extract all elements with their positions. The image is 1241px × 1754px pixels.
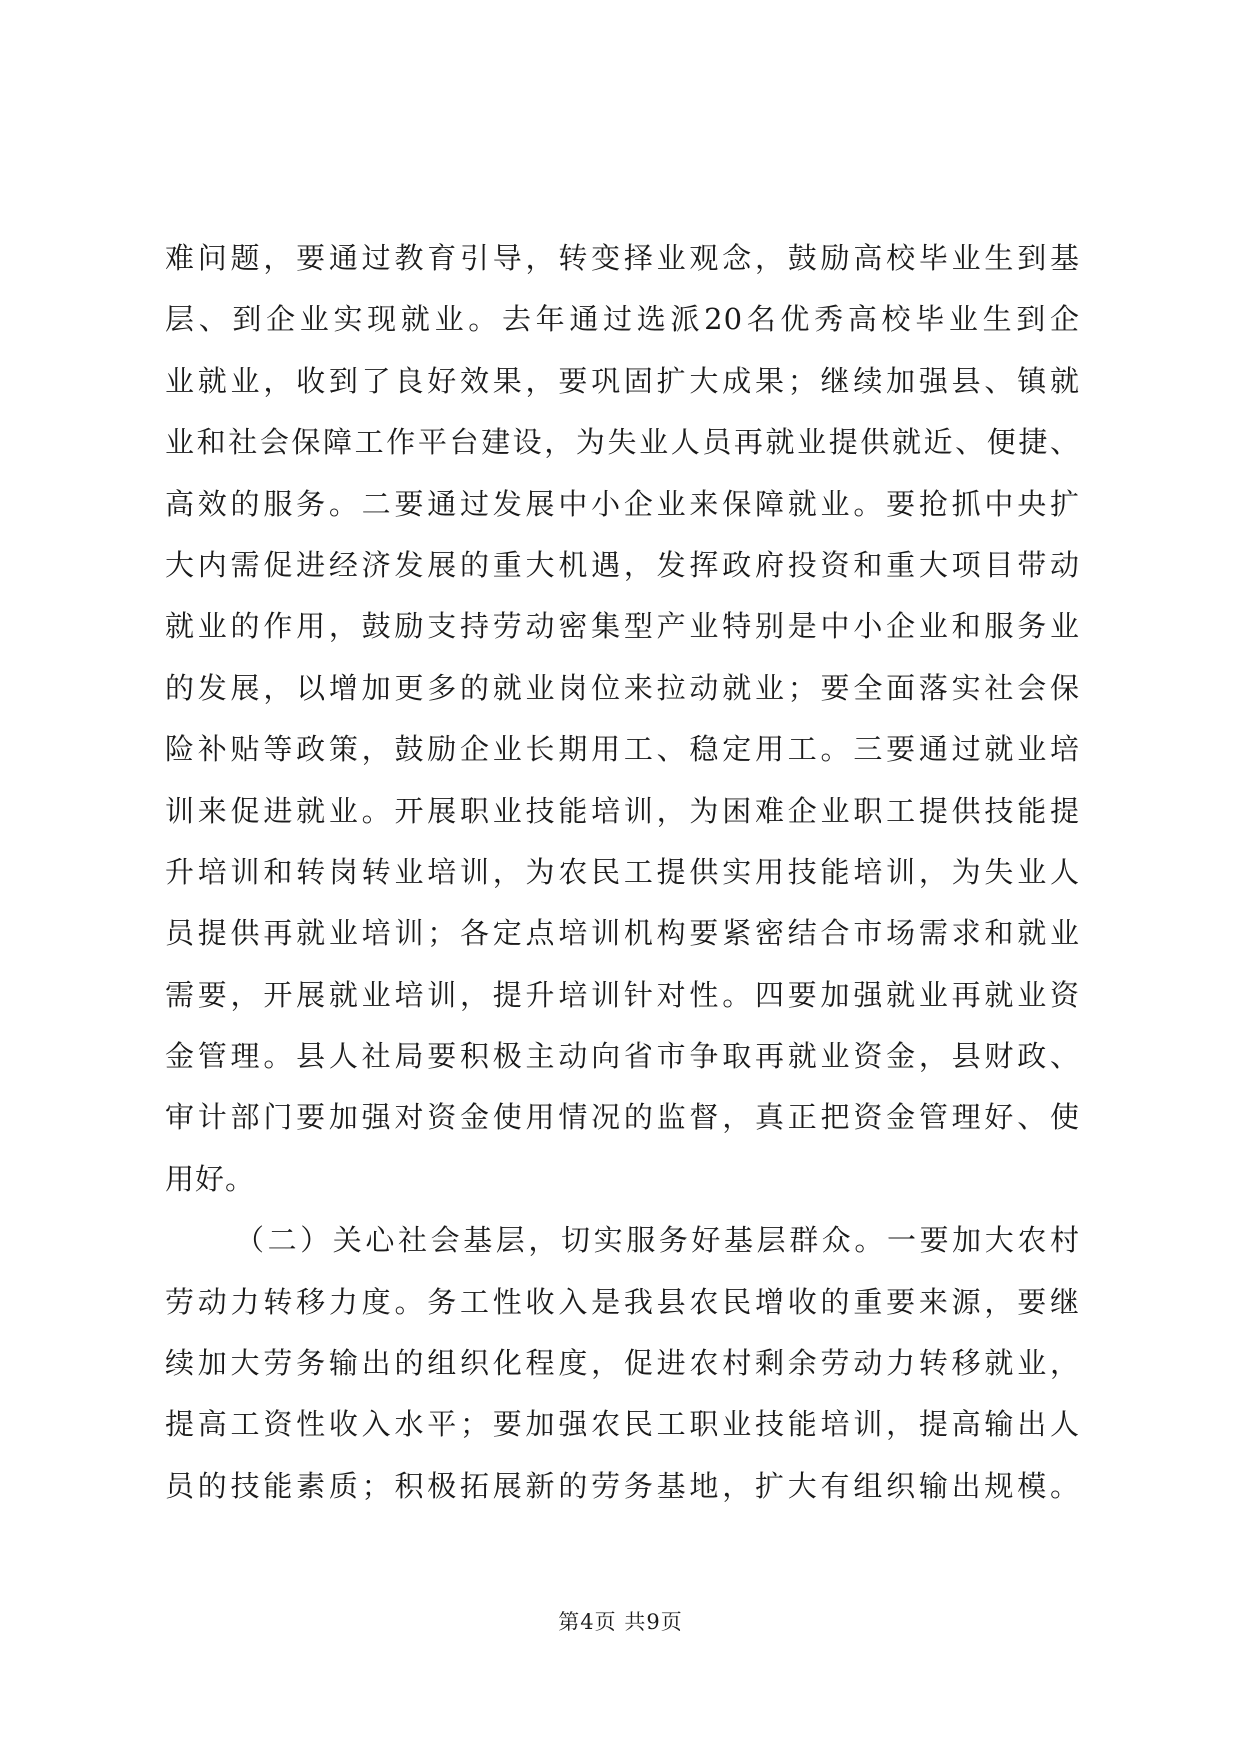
paragraph-line: 提高工资性收入水平；要加强农民工职业技能培训，提高输出人 [165,1407,1080,1442]
paragraph-line: 难问题，要通过教育引导，转变择业观念，鼓励高校毕业生到基 [165,241,1080,275]
page-footer [0,1606,1241,1636]
paragraph-line: 大内需促进经济发展的重大机遇，发挥政府投资和重大项目带动 [165,547,1080,582]
paragraph-1 [165,228,1080,1210]
paragraph-line: 险补贴等政策，鼓励企业长期用工、稳定用工。三要通过就业培 [165,732,1080,767]
paragraph-2 [165,1210,1080,1517]
paragraph-line: 员的技能素质；积极拓展新的劳务基地，扩大有组织输出规模。 [165,1468,1080,1503]
page-number-label: 第4页 共9页 [558,1610,683,1634]
paragraph-line: 需要，开展就业培训，提升培训针对性。四要加强就业再就业资 [165,977,1080,1012]
paragraph-line: 业和社会保障工作平台建设，为失业人员再就业提供就近、便捷、 [165,425,1080,460]
paragraph-line: 就业的作用，鼓励支持劳动密集型产业特别是中小企业和服务业 [165,609,1080,644]
paragraph-line: 审计部门要加强对资金使用情况的监督，真正把资金管理好、使 [165,1100,1080,1135]
paragraph-line: 续加大劳务输出的组织化程度，促进农村剩余劳动力转移就业， [165,1346,1080,1381]
paragraph-line: 训来促进就业。开展职业技能培训，为困难企业职工提供技能提 [165,793,1080,828]
paragraph-line: （二）关心社会基层，切实服务好基层群众。一要加大农村 [235,1223,1080,1258]
paragraph-line: 员提供再就业培训；各定点培训机构要紧密结合市场需求和就业 [165,916,1080,951]
paragraph-line: 高效的服务。二要通过发展中小企业来保障就业。要抢抓中央扩 [165,486,1080,521]
paragraph-line: 层、到企业实现就业。去年通过选派20名优秀高校毕业生到企 [165,302,1080,337]
paragraph-line: 金管理。县人社局要积极主动向省市争取再就业资金，县财政、 [165,1039,1080,1074]
paragraph-line: 业就业，收到了良好效果，要巩固扩大成果；继续加强县、镇就 [165,363,1080,398]
paragraph-line: 升培训和转岗转业培训，为农民工提供实用技能培训，为失业人 [165,854,1080,889]
paragraph-line: 的发展，以增加更多的就业岗位来拉动就业；要全面落实社会保 [165,670,1080,705]
paragraph-line: 用好。 [165,1161,256,1196]
paragraph-line: 劳动力转移力度。务工性收入是我县农民增收的重要来源，要继 [165,1284,1080,1319]
document-body [165,228,1080,1517]
